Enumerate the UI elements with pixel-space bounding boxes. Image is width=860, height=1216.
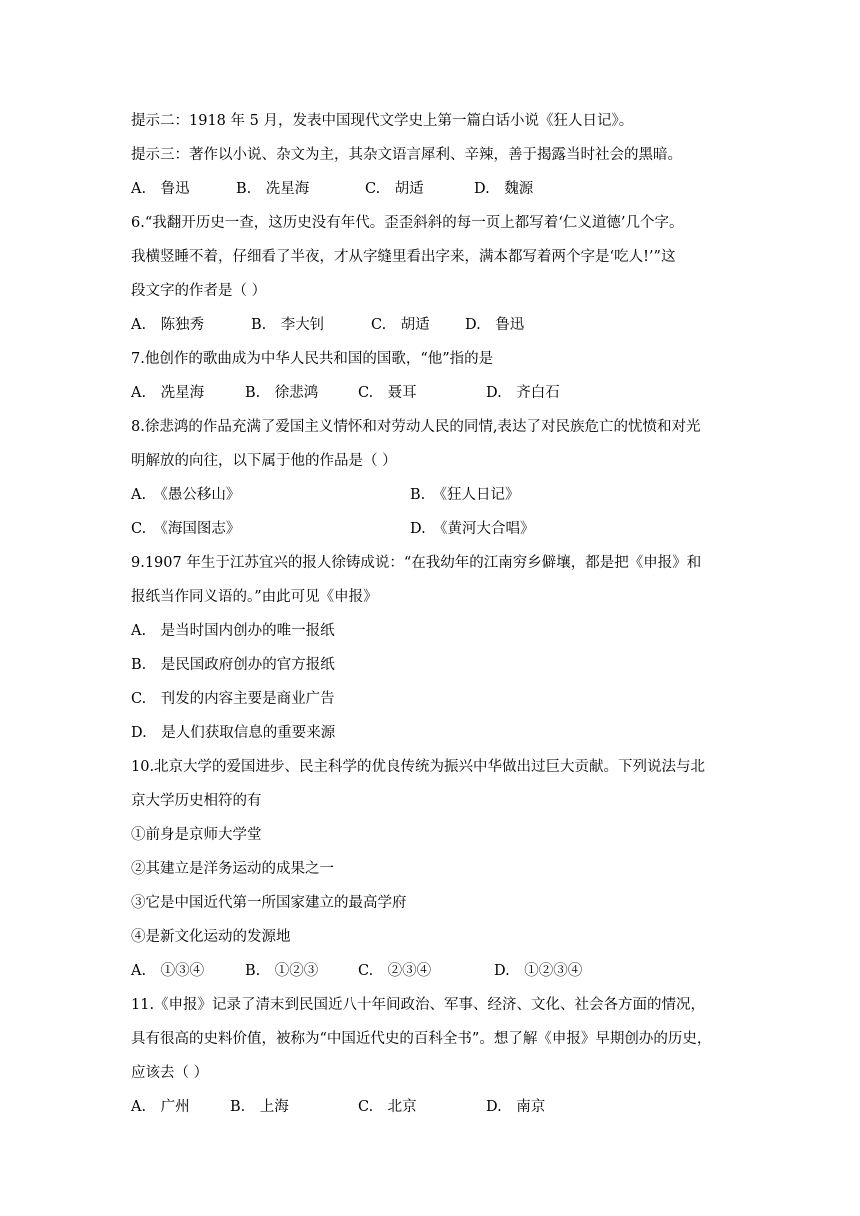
q8-option-c: C. 《海国图志》 bbox=[131, 521, 241, 537]
q8-option-b: B. 《狂人日记》 bbox=[410, 487, 520, 503]
q11-stem-line-2: 具有很高的史料价值，被称为“中国近代史的百科全书”。想了解《申报》早期创办的历史， bbox=[131, 1031, 712, 1047]
q10-option-b: B. ①②③ bbox=[245, 963, 319, 979]
q10-option-c: C. ②③④ bbox=[358, 963, 432, 979]
q11-stem-line-1: 11.《申报》记录了清末到民国近八十年间政治、军事、经济、文化、社会各方面的情况， bbox=[131, 997, 706, 1013]
q6-option-a: A. 陈独秀 bbox=[131, 317, 205, 333]
q10-item-3: ③它是中国近代第一所国家建立的最高学府 bbox=[131, 895, 407, 911]
q11-option-a: A. 广州 bbox=[131, 1099, 190, 1115]
q6-stem-line-3: 段文字的作者是（ ） bbox=[131, 283, 267, 299]
q5-option-b: B. 冼星海 bbox=[236, 181, 310, 197]
hint-2: 提示二：1918 年 5 月，发表中国现代文学史上第一篇白话小说《狂人日记》。 bbox=[131, 113, 634, 129]
q5-option-c: C. 胡适 bbox=[365, 181, 424, 197]
q6-stem-line-2: 我横竖睡不着，仔细看了半夜，才从字缝里看出字来，满本都写着两个字是‘吃人!’”这 bbox=[131, 249, 676, 265]
q11-option-d: D. 南京 bbox=[486, 1099, 546, 1115]
q11-option-b: B. 上海 bbox=[230, 1099, 289, 1115]
q10-stem-line-2: 京大学历史相符的有 bbox=[131, 793, 262, 809]
q9-option-b: B. 是民国政府创办的官方报纸 bbox=[131, 657, 335, 673]
q10-item-2: ②其建立是洋务运动的成果之一 bbox=[131, 861, 334, 877]
q9-option-d: D. 是人们获取信息的重要来源 bbox=[131, 725, 336, 741]
q11-option-c: C. 北京 bbox=[358, 1099, 417, 1115]
q6-option-b: B. 李大钊 bbox=[251, 317, 325, 333]
q6-option-c: C. 胡适 bbox=[371, 317, 430, 333]
q6-option-d: D. 鲁迅 bbox=[465, 317, 525, 333]
q8-option-a: A. 《愚公移山》 bbox=[131, 487, 241, 503]
q9-option-a: A. 是当时国内创办的唯一报纸 bbox=[131, 623, 335, 639]
q10-item-4: ④是新文化运动的发源地 bbox=[131, 929, 291, 945]
q7-option-a: A. 冼星海 bbox=[131, 385, 205, 401]
q5-option-a: A. 鲁迅 bbox=[131, 181, 190, 197]
q10-stem-line-1: 10.北京大学的爱国进步、民主科学的优良传统为振兴中华做出过巨大贡献。下列说法与北 bbox=[131, 759, 706, 775]
q10-item-1: ①前身是京师大学堂 bbox=[131, 827, 262, 843]
q10-option-d: D. ①②③④ bbox=[494, 963, 583, 979]
q7-option-c: C. 聂耳 bbox=[358, 385, 417, 401]
q5-option-d: D. 魏源 bbox=[474, 181, 534, 197]
q8-stem-line-2: 明解放的向往，以下属于他的作品是（ ） bbox=[131, 453, 397, 469]
q8-stem-line-1: 8.徐悲鸿的作品充满了爱国主义情怀和对劳动人民的同情,表达了对民族危亡的忧愤和对光 bbox=[131, 419, 701, 435]
q9-stem-line-1: 9.1907 年生于江苏宜兴的报人徐铸成说：“在我幼年的江南穷乡僻壤，都是把《申报》和 bbox=[131, 555, 702, 571]
q8-option-d: D. 《黄河大合唱》 bbox=[410, 521, 535, 537]
q7-option-d: D. 齐白石 bbox=[486, 385, 560, 401]
q10-option-a: A. ①③④ bbox=[131, 963, 205, 979]
q9-option-c: C. 刊发的内容主要是商业广告 bbox=[131, 691, 335, 707]
q6-stem-line-1: 6.“我翻开历史一查，这历史没有年代。歪歪斜斜的每一页上都写着‘仁义道德’几个字。 bbox=[131, 215, 684, 231]
q9-stem-line-2: 报纸当作同义语的。”由此可见《申报》 bbox=[131, 589, 378, 605]
q11-stem-line-3: 应该去（ ） bbox=[131, 1065, 209, 1081]
q7-option-b: B. 徐悲鸿 bbox=[245, 385, 319, 401]
hint-3: 提示三：著作以小说、杂文为主，其杂文语言犀利、辛辣，善于揭露当时社会的黑暗。 bbox=[131, 147, 682, 163]
q7-stem: 7.他创作的歌曲成为中华人民共和国的国歌，“他”指的是 bbox=[131, 351, 494, 367]
